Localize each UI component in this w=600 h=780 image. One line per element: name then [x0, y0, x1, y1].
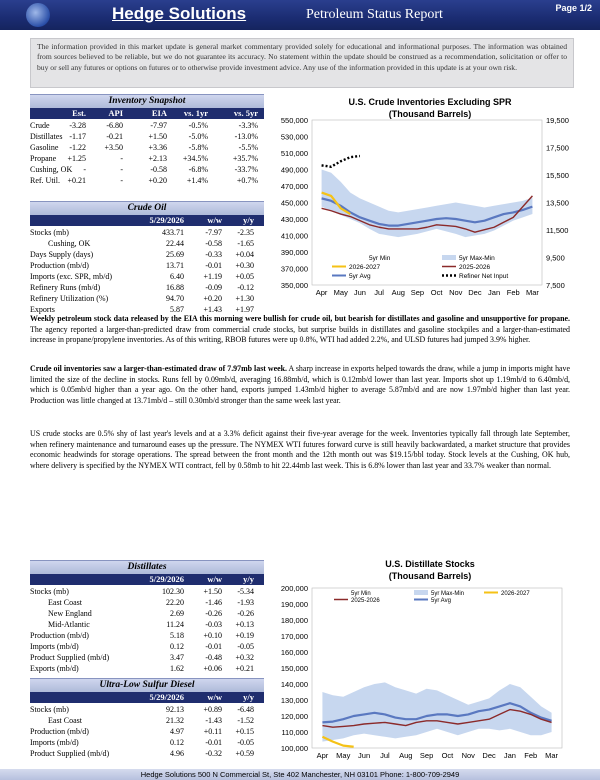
crude-chart-title-text: U.S. Crude Inventories Excluding SPR: [348, 97, 512, 107]
inventory-cell: +0.21: [67, 176, 86, 185]
distillates-cell: -0.26: [237, 609, 254, 618]
y-tick-label: 450,000: [280, 198, 308, 208]
y-tick-label: 120,000: [280, 712, 308, 721]
x-tick-label: Feb: [524, 751, 538, 760]
footer: Hedge Solutions 500 N Commercial St, Ste 402 Manchester, NH 03101 Phone: 1-800-709-2949: [0, 769, 600, 780]
y-tick-label: 190,000: [280, 600, 308, 609]
inventory-col-header: vs. 5yr: [233, 108, 258, 118]
ulsd-col-header: y/y: [243, 692, 254, 702]
y2-tick-label: 7,500: [546, 281, 565, 290]
y-tick-label: 200,000: [280, 584, 308, 593]
crude-oil-cell: 22.44: [166, 239, 184, 248]
distillates-row: [30, 619, 264, 630]
distillates-cell: -1.93: [237, 598, 254, 607]
crude-oil-row: [30, 282, 264, 293]
crude-oil-row: [30, 249, 264, 260]
crude-oil-cell: -0.09: [205, 283, 222, 292]
y-tick-label: 180,000: [280, 616, 308, 625]
inventory-col-header: EIA: [151, 108, 167, 118]
crude-oil-row-label: Production (mb/d): [30, 261, 89, 270]
distillates-cell: -0.03: [205, 620, 222, 629]
distillates-cell: -0.01: [205, 642, 222, 651]
report-header: [0, 0, 600, 30]
distillates-cell: +1.50: [203, 587, 222, 596]
distillate-stocks-chart: [270, 580, 600, 766]
ulsd-cell: -0.32: [205, 749, 222, 758]
ulsd-cell: -1.43: [205, 716, 222, 725]
ulsd-cell: +0.59: [235, 749, 254, 758]
ulsd-row-label: Production (mb/d): [30, 727, 89, 736]
distillates-cell: +0.06: [203, 664, 222, 673]
legend-label: 2026-2027: [349, 264, 381, 271]
y2-tick-label: 9,500: [546, 253, 565, 263]
x-tick-label: Apr: [315, 288, 328, 297]
crude-oil-row-label: Days Supply (days): [30, 250, 94, 259]
legend-label: 2025-2026: [351, 598, 380, 604]
inventory-cell: -3.28: [69, 121, 86, 130]
y-tick-label: 370,000: [280, 264, 308, 274]
distillates-col-header: 5/29/2026: [149, 574, 184, 584]
crude-chart-title: [330, 96, 530, 120]
inventory-col-header: Est.: [72, 108, 86, 118]
x-tick-label: Jul: [374, 288, 384, 297]
inventory-cell: -: [120, 154, 123, 163]
inventory-cell: -1.22: [69, 143, 86, 152]
x-tick-label: Jan: [488, 288, 501, 297]
inventory-header-row: [30, 108, 264, 119]
y-tick-label: 150,000: [280, 664, 308, 673]
inventory-row-label: Distillates: [30, 132, 63, 141]
distillates-row-label: Stocks (mb): [30, 587, 69, 596]
ulsd-col-header: w/w: [207, 692, 222, 702]
inventory-cell: -33.7%: [234, 165, 258, 174]
distillates-title: Distillates: [30, 560, 264, 574]
distillates-cell: -0.48: [205, 653, 222, 662]
y2-tick-label: 17,500: [546, 143, 569, 153]
brand-title: Hedge Solutions: [112, 4, 247, 23]
ulsd-row-label: East Coast: [48, 716, 82, 725]
y-tick-label: 390,000: [280, 248, 308, 257]
x-tick-label: Sep: [410, 288, 425, 297]
y2-tick-label: 15,500: [546, 171, 569, 180]
distillates-cell: 22.20: [166, 598, 184, 607]
inventory-cell: +1.4%: [186, 176, 208, 185]
y-tick-label: 160,000: [280, 648, 308, 657]
ulsd-header-row: [30, 692, 264, 703]
y2-tick-label: 11,500: [546, 226, 569, 235]
legend-label: 5yr Avg: [349, 273, 371, 280]
inventory-row: [30, 164, 264, 175]
ulsd-row: [30, 704, 264, 715]
crude-oil-cell: -0.01: [205, 261, 222, 270]
x-tick-label: Jan: [503, 751, 516, 760]
inventory-row: [30, 131, 264, 142]
crude-oil-cell: 16.88: [166, 283, 184, 292]
distillate-chart-subtitle: (Thousand Barrels): [388, 571, 472, 581]
ulsd-cell: 4.96: [170, 749, 184, 758]
inventory-cell: -3.3%: [238, 121, 258, 130]
crude-oil-cell: +1.43: [203, 305, 222, 314]
distillates-row: [30, 630, 264, 641]
x-tick-label: May: [336, 751, 351, 760]
legend-swatch-band: [442, 255, 456, 260]
legend-label: 5yr Max-Min: [431, 591, 465, 597]
inventory-row-label: Ref. Util.: [30, 176, 60, 185]
inventory-row: [30, 153, 264, 164]
distillates-cell: -0.05: [237, 642, 254, 651]
distillates-cell: 3.47: [170, 653, 184, 662]
distillates-col-header: w/w: [207, 574, 222, 584]
inventory-col-header: vs. 1yr: [183, 108, 208, 118]
ulsd-cell: 4.97: [170, 727, 184, 736]
y-tick-label: 170,000: [280, 632, 308, 641]
inventory-cell: -6.80: [106, 121, 123, 130]
inventory-cell: +3.50: [104, 143, 123, 152]
ulsd-row-label: Imports (mb/d): [30, 738, 79, 747]
inventory-row-label: Crude: [30, 121, 50, 130]
crude-oil-cell: +1.30: [235, 294, 254, 303]
crude-oil-cell: +0.05: [235, 272, 254, 281]
crude-oil-col-header: y/y: [243, 215, 254, 225]
crude-oil-row: [30, 227, 264, 238]
distillates-row-label: Product Supplied (mb/d): [30, 653, 110, 662]
x-tick-label: Feb: [506, 288, 520, 297]
ulsd-table: [30, 704, 264, 759]
x-tick-label: Oct: [441, 751, 454, 760]
crude-oil-cell: 6.40: [170, 272, 184, 281]
crude-oil-cell: +0.30: [235, 261, 254, 270]
inventory-row: [30, 142, 264, 153]
x-tick-label: Mar: [525, 288, 539, 297]
distillates-cell: 5.18: [170, 631, 184, 640]
inventory-row: [30, 175, 264, 186]
distillates-cell: +0.21: [235, 664, 254, 673]
distillates-cell: +0.10: [203, 631, 222, 640]
crude-oil-header-row: [30, 215, 264, 226]
inventory-cell: -7.97: [150, 121, 167, 130]
y-tick-label: 510,000: [280, 149, 308, 158]
crude-oil-cell: 25.69: [166, 250, 184, 259]
commentary-p2-body: A sharp increase in exports helped towards the draw, while a jump in imports might have limited the size of the decline in stocks. Runs fell by 0.09mb/d, averaging 16.88mb/d, which is 0.12mb/d lower than last year. Imports shot up 1.19mb/d to 6.40mb/d, which is 0.05mb/d higher than a year ago. On the other hand, exports jumped 1.43mb/d higher to average 5.87mb/d and are now 1.97mb/d higher than last year. Production was little changed at 13.71mb/d – still 0.30mb/d stronger than the same week last year.: [30, 364, 571, 405]
inventory-col-header: API: [108, 108, 123, 118]
y-tick-label: 430,000: [280, 215, 308, 224]
inventory-cell: +35.7%: [232, 154, 258, 163]
crude-oil-cell: -7.97: [205, 228, 222, 237]
crude-oil-cell: 5.87: [170, 305, 184, 314]
distillate-chart-title-text: U.S. Distillate Stocks: [385, 559, 475, 569]
distillates-row: [30, 586, 264, 597]
distillates-row: [30, 663, 264, 674]
commentary-p1-lead: Weekly petroleum stock data released by the EIA this morning were bullish for crude oil, but bearish for distillates and gasoline and unsupportive for propane.: [30, 314, 570, 323]
ulsd-col-header: 5/29/2026: [149, 692, 184, 702]
crude-oil-col-header: 5/29/2026: [149, 215, 184, 225]
crude-oil-row: [30, 260, 264, 271]
commentary-paragraph-3: US crude stocks are 0.5% shy of last year's levels and at a 3.3% deficit against their five-year average for the week. Inventories typically fall through late September, when refinery maintenance and turnaround eases up the pressure. The NYMEX WTI futures forward curve is still heavily backwardated, a market structure that provides economic headwinds for storage operations. The spread between the front month and the 12th month out was $19.15/bbl today. Stock levels at the Cushing, OK hub, where delivery is specified by the NYMEX WTI contract, fell by 0.58mb to hit 22.44mb last week. This is 6.8% lower than last year and 33.7% weaker than normal.: [30, 429, 570, 470]
distillates-table: [30, 586, 264, 674]
x-tick-label: Jun: [358, 751, 371, 760]
ulsd-row-label: Stocks (mb): [30, 705, 69, 714]
distillates-cell: 1.62: [170, 664, 184, 673]
distillate-chart-title: [330, 558, 530, 582]
crude-oil-cell: -0.58: [205, 239, 222, 248]
inventory-cell: -: [83, 165, 86, 174]
distillates-row: [30, 608, 264, 619]
x-tick-label: May: [333, 288, 348, 297]
legend-label: 2026-2027: [501, 591, 530, 597]
crude-oil-row-label: Exports: [30, 305, 55, 314]
distillates-cell: 2.69: [170, 609, 184, 618]
y-tick-label: 470,000: [280, 182, 308, 191]
x-tick-label: Dec: [468, 288, 482, 297]
distillates-cell: -1.46: [205, 598, 222, 607]
inventory-cell: -5.8%: [188, 143, 208, 152]
crude-oil-row: [30, 271, 264, 282]
ulsd-cell: -6.48: [237, 705, 254, 714]
y-tick-label: 490,000: [280, 165, 308, 175]
distillates-row-label: New England: [48, 609, 92, 618]
y-tick-label: 530,000: [280, 132, 308, 142]
distillates-row: [30, 641, 264, 652]
distillates-row: [30, 597, 264, 608]
crude-oil-row-label: Refinery Runs (mb/d): [30, 283, 101, 292]
ulsd-row: [30, 726, 264, 737]
ulsd-cell: -0.01: [205, 738, 222, 747]
x-tick-label: Aug: [399, 751, 413, 760]
crude-oil-cell: -2.35: [237, 228, 254, 237]
distillates-cell: +0.13: [235, 620, 254, 629]
inventory-cell: +1.50: [148, 132, 167, 141]
y-tick-label: 110,000: [281, 728, 308, 737]
y-tick-label: 350,000: [280, 281, 308, 290]
x-tick-label: Jul: [380, 751, 390, 760]
y-tick-label: 410,000: [280, 231, 308, 241]
inventory-cell: +0.20: [148, 176, 167, 185]
commentary-paragraph-1: [30, 314, 570, 346]
distillates-row: [30, 652, 264, 663]
crude-inventory-chart: [270, 118, 600, 310]
legend-label: Refiner Net Input: [459, 273, 509, 280]
y2-tick-label: 13,500: [546, 198, 569, 208]
disclaimer: The information provided in this market update is general market commentary provided solely for educational and informational purposes. The information was obtained from sources believed to be reliable, but we do not guarantee its accuracy. No statement within the update should be construed as a recommendation, solicitation or offer to buy or sell any futures or options on futures or to otherwise provide investment advice. Any use of the information provided in this update is at your own risk.: [30, 38, 574, 88]
distillates-row-label: Exports (mb/d): [30, 664, 79, 673]
distillates-cell: -5.34: [237, 587, 254, 596]
crude-oil-cell: 94.70: [166, 294, 184, 303]
y-tick-label: 550,000: [280, 118, 308, 125]
x-tick-label: Nov: [461, 751, 475, 760]
crude-oil-cell: +1.97: [235, 305, 254, 314]
ulsd-row: [30, 715, 264, 726]
crude-oil-col-header: w/w: [207, 215, 222, 225]
crude-oil-row: [30, 293, 264, 304]
y2-tick-label: 19,500: [546, 118, 569, 125]
inventory-cell: -5.5%: [238, 143, 258, 152]
inventory-cell: -0.5%: [188, 121, 208, 130]
distillates-cell: +0.32: [235, 653, 254, 662]
y-tick-label: 100,000: [280, 744, 308, 753]
inventory-cell: -: [120, 165, 123, 174]
crude-oil-cell: 13.71: [166, 261, 184, 270]
crude-oil-row-label: Imports (exc. SPR, mb/d): [30, 272, 112, 281]
ulsd-cell: -1.52: [237, 716, 254, 725]
ulsd-cell: +0.15: [235, 727, 254, 736]
ulsd-row: [30, 737, 264, 748]
ulsd-cell: -0.05: [237, 738, 254, 747]
distillates-row-label: Imports (mb/d): [30, 642, 79, 651]
x-tick-label: Jun: [353, 288, 366, 297]
commentary-p2-lead: Crude oil inventories saw a larger-than-estimated draw of 7.97mb last week.: [30, 364, 287, 373]
commentary-p1-body: The agency reported a larger-than-predicted draw from commercial crude stocks, but surprise builds in distillates and gasoline stockpiles and a larger-than-estimated increase in propane/propylene inventories. As of this writing, RBOB futures were up 0.8%, WTI had added 2.2%, and ULSD futures had jumped 3.9% higher.: [30, 324, 570, 345]
ulsd-cell: +0.11: [203, 727, 222, 736]
crude-oil-row: [30, 238, 264, 249]
ulsd-cell: +0.89: [203, 705, 222, 714]
page-number: Page 1/2: [555, 3, 592, 13]
inventory-cell: +0.7%: [236, 176, 258, 185]
x-tick-label: Mar: [545, 751, 559, 760]
distillates-cell: -0.26: [205, 609, 222, 618]
x-tick-label: Apr: [316, 751, 329, 760]
ulsd-row-label: Product Supplied (mb/d): [30, 749, 110, 758]
distillates-row-label: East Coast: [48, 598, 82, 607]
inventory-row-label: Gasoline: [30, 143, 59, 152]
legend-label: 5yr Max-Min: [459, 255, 495, 262]
inventory-cell: -0.58: [150, 165, 167, 174]
inventory-snapshot-title: Inventory Snapshot: [30, 94, 264, 108]
distillates-col-header: y/y: [243, 574, 254, 584]
x-tick-label: Nov: [449, 288, 463, 297]
crude-oil-title: Crude Oil: [30, 201, 264, 215]
distillates-row-label: Mid-Atlantic: [48, 620, 90, 629]
legend-label: 5yr Avg: [431, 598, 451, 604]
inventory-cell: -0.21: [106, 132, 123, 141]
ulsd-title: Ultra-Low Sulfur Diesel: [30, 678, 264, 692]
distillates-header-row: [30, 574, 264, 585]
globe-logo-icon: [26, 3, 50, 27]
crude-oil-row-label: Cushing, OK: [48, 239, 91, 248]
legend-label: 5yr Min: [369, 255, 391, 262]
inventory-table: [30, 120, 264, 186]
x-tick-label: Dec: [482, 751, 496, 760]
ulsd-row: [30, 748, 264, 759]
crude-oil-row-label: Refinery Utilization (%): [30, 294, 109, 303]
inventory-cell: -13.0%: [234, 132, 258, 141]
crude-oil-cell: -0.33: [205, 250, 222, 259]
inventory-row-label: Cushing, OK: [30, 165, 73, 174]
crude-oil-row-label: Stocks (mb): [30, 228, 69, 237]
legend-label: 2025-2026: [459, 264, 491, 271]
crude-oil-cell: +0.20: [203, 294, 222, 303]
crude-oil-cell: -0.12: [237, 283, 254, 292]
legend-label: 5yr Min: [351, 591, 371, 597]
y-tick-label: 140,000: [280, 680, 308, 689]
crude-chart-subtitle: (Thousand Barrels): [388, 109, 472, 119]
report-title: Petroleum Status Report: [306, 7, 443, 22]
inventory-row: [30, 120, 264, 131]
ulsd-cell: 92.13: [166, 705, 184, 714]
ulsd-cell: 21.32: [166, 716, 184, 725]
y-tick-label: 130,000: [280, 696, 308, 705]
inventory-cell: -5.0%: [188, 132, 208, 141]
x-tick-label: Sep: [419, 751, 434, 760]
commentary-paragraph-2: [30, 364, 570, 406]
inventory-cell: +1.25: [67, 154, 86, 163]
crude-oil-cell: -1.65: [237, 239, 254, 248]
distillates-row-label: Production (mb/d): [30, 631, 89, 640]
ulsd-cell: 0.12: [170, 738, 184, 747]
legend-swatch-band: [414, 590, 428, 595]
inventory-cell: -1.17: [69, 132, 86, 141]
inventory-cell: +3.36: [148, 143, 167, 152]
x-tick-label: Oct: [430, 288, 443, 297]
x-tick-label: Aug: [391, 288, 405, 297]
crude-oil-cell: 433.71: [162, 228, 184, 237]
distillates-cell: 0.12: [170, 642, 184, 651]
distillates-cell: 11.24: [166, 620, 184, 629]
inventory-cell: -: [120, 176, 123, 185]
inventory-row-label: Propane: [30, 154, 57, 163]
crude-oil-cell: +1.19: [203, 272, 222, 281]
distillates-cell: +0.19: [235, 631, 254, 640]
distillates-cell: 102.30: [162, 587, 184, 596]
inventory-cell: +2.13: [148, 154, 167, 163]
inventory-cell: -6.8%: [188, 165, 208, 174]
crude-oil-cell: +0.04: [235, 250, 254, 259]
crude-oil-table: [30, 227, 264, 315]
inventory-cell: +34.5%: [182, 154, 208, 163]
